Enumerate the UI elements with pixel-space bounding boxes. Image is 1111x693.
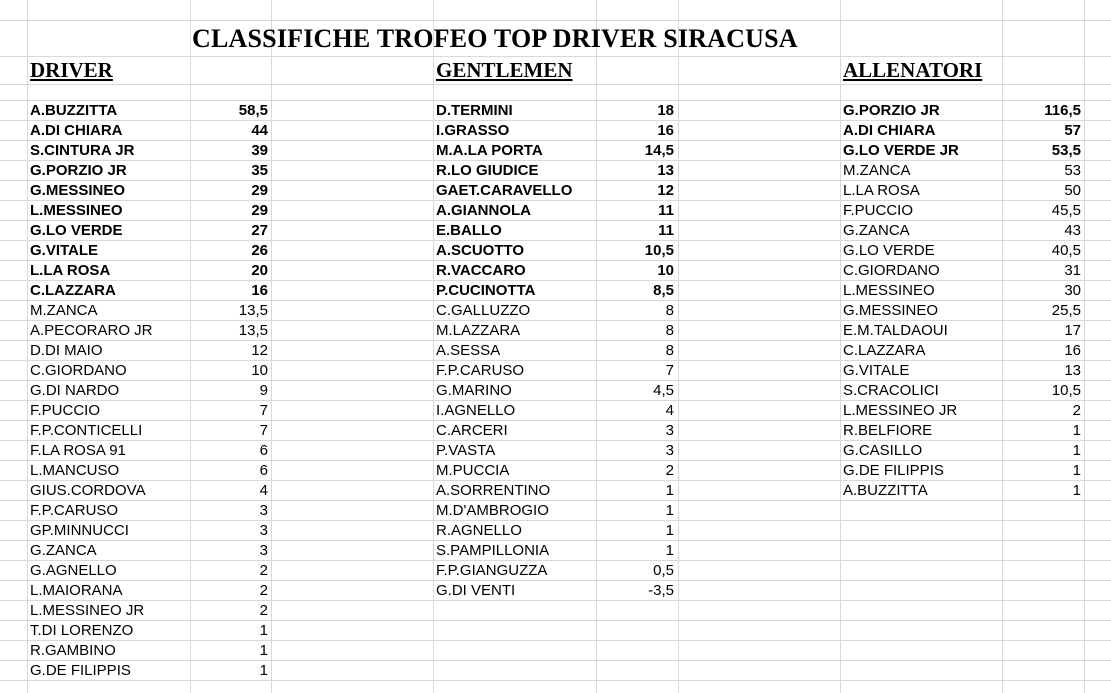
standing-name: A.DI CHIARA [843, 122, 936, 139]
standing-name: L.LA ROSA [843, 182, 920, 199]
standing-points: 53,5 [1051, 142, 1081, 159]
standing-points: 13,5 [238, 302, 268, 319]
standing-points: 1 [665, 542, 674, 559]
standing-points: 1 [1072, 462, 1081, 479]
standing-name: R.AGNELLO [436, 522, 522, 539]
standing-name: L.MESSINEO JR [843, 402, 958, 419]
standing-points: 3 [259, 502, 268, 519]
standing-points: 10 [251, 362, 268, 379]
standing-points: 0,5 [653, 562, 674, 579]
standing-points: 13,5 [238, 322, 268, 339]
standing-points: 1 [665, 502, 674, 519]
standing-name: C.GIORDANO [30, 362, 127, 379]
standing-points: 57 [1064, 122, 1081, 139]
standing-points: 1 [259, 642, 268, 659]
standing-name: F.P.CARUSO [30, 502, 119, 519]
standing-name: G.DI NARDO [30, 382, 120, 399]
standing-points: 3 [259, 542, 268, 559]
standing-name: G.PORZIO JR [30, 162, 127, 179]
section-heading: DRIVER [30, 58, 113, 82]
standing-points: 2 [665, 462, 674, 479]
standing-name: L.MESSINEO [30, 202, 123, 219]
standing-name: C.LAZZARA [843, 342, 926, 359]
standing-name: F.PUCCIO [843, 202, 914, 219]
standing-points: 53 [1064, 162, 1081, 179]
standing-points: 2 [259, 582, 268, 599]
standing-points: 16 [251, 282, 268, 299]
standing-name: R.LO GIUDICE [436, 162, 539, 179]
standing-points: 3 [665, 442, 674, 459]
standing-name: A.PECORARO JR [30, 322, 153, 339]
standing-name: P.VASTA [436, 442, 496, 459]
standing-name: E.BALLO [436, 222, 502, 239]
standing-points: 17 [1064, 322, 1081, 339]
standing-points: 1 [259, 662, 268, 679]
section-heading: ALLENATORI [843, 58, 983, 82]
standing-points: 13 [1064, 362, 1081, 379]
standing-points: 1 [1072, 442, 1081, 459]
standing-points: 50 [1064, 182, 1081, 199]
standing-points: 2 [1072, 402, 1081, 419]
standing-points: 31 [1064, 262, 1081, 279]
standing-name: G.PORZIO JR [843, 102, 940, 119]
standing-points: 12 [251, 342, 268, 359]
standing-name: T.DI LORENZO [30, 622, 134, 639]
standing-points: 6 [259, 462, 268, 479]
standing-name: G.AGNELLO [30, 562, 117, 579]
standing-points: 58,5 [238, 102, 268, 119]
standing-points: 3 [259, 522, 268, 539]
standing-name: I.AGNELLO [436, 402, 516, 419]
standing-points: 8,5 [653, 282, 674, 299]
page-title: CLASSIFICHE TROFEO TOP DRIVER SIRACUSA [192, 24, 798, 53]
standing-name: A.SCUOTTO [436, 242, 525, 259]
standing-name: L.MESSINEO JR [30, 602, 145, 619]
standing-name: L.MESSINEO [843, 282, 935, 299]
standing-points: 8 [665, 302, 674, 319]
standing-name: G.LO VERDE JR [843, 142, 959, 159]
standing-points: 1 [1072, 422, 1081, 439]
standing-points: 16 [1064, 342, 1081, 359]
standing-points: 1 [1072, 482, 1081, 499]
standing-points: 14,5 [644, 142, 674, 159]
standing-points: 39 [251, 142, 268, 159]
standing-name: R.GAMBINO [30, 642, 116, 659]
standing-name: R.BELFIORE [843, 422, 933, 439]
standing-name: P.CUCINOTTA [436, 282, 536, 299]
standing-points: 6 [259, 442, 268, 459]
standing-name: A.SESSA [436, 342, 501, 359]
standing-name: G.ZANCA [30, 542, 97, 559]
standing-points: 29 [251, 202, 268, 219]
standing-points: 27 [251, 222, 268, 239]
standing-name: A.DI CHIARA [30, 122, 123, 139]
standing-name: G.MARINO [436, 382, 512, 399]
standing-points: 44 [251, 122, 268, 139]
standing-name: M.ZANCA [30, 302, 98, 319]
standing-name: G.LO VERDE [843, 242, 935, 259]
standing-points: 7 [665, 362, 674, 379]
standing-points: 4 [665, 402, 674, 419]
standing-points: 25,5 [1051, 302, 1081, 319]
standing-name: F.P.GIANGUZZA [436, 562, 548, 579]
standing-name: L.MANCUSO [30, 462, 120, 479]
standing-points: 10,5 [1051, 382, 1081, 399]
standing-name: G.LO VERDE [30, 222, 123, 239]
standing-points: -3,5 [648, 582, 674, 599]
standing-points: 10,5 [644, 242, 674, 259]
standing-points: 116,5 [1044, 102, 1081, 119]
standing-points: 1 [665, 522, 674, 539]
standing-name: G.ZANCA [843, 222, 910, 239]
standing-points: 4 [259, 482, 268, 499]
standing-points: 26 [251, 242, 268, 259]
standing-name: F.LA ROSA 91 [30, 442, 126, 459]
standing-points: 2 [259, 562, 268, 579]
standing-points: 9 [259, 382, 268, 399]
standing-name: A.BUZZITTA [843, 482, 928, 499]
standing-name: L.LA ROSA [30, 262, 111, 279]
standing-name: S.PAMPILLONIA [436, 542, 550, 559]
standing-name: A.SORRENTINO [436, 482, 551, 499]
section-heading: GENTLEMEN [436, 58, 573, 82]
standing-points: 3 [665, 422, 674, 439]
standing-name: C.GALLUZZO [436, 302, 531, 319]
standing-name: G.MESSINEO [843, 302, 939, 319]
standing-points: 8 [665, 342, 674, 359]
standing-points: 20 [251, 262, 268, 279]
standing-points: 4,5 [653, 382, 674, 399]
standing-points: 12 [657, 182, 674, 199]
standing-points: 29 [251, 182, 268, 199]
standing-points: 16 [657, 122, 674, 139]
standing-points: 7 [259, 402, 268, 419]
standing-name: D.DI MAIO [30, 342, 103, 359]
standing-name: G.MESSINEO [30, 182, 126, 199]
standing-points: 10 [657, 262, 674, 279]
standing-points: 30 [1064, 282, 1081, 299]
standing-name: G.CASILLO [843, 442, 923, 459]
standing-name: M.PUCCIA [436, 462, 510, 479]
standing-name: M.ZANCA [843, 162, 911, 179]
standing-name: F.P.CONTICELLI [30, 422, 143, 439]
standing-name: C.GIORDANO [843, 262, 940, 279]
standing-name: S.CINTURA JR [30, 142, 135, 159]
standing-name: G.VITALE [843, 362, 910, 379]
standing-name: E.M.TALDAOUI [843, 322, 948, 339]
standing-name: M.LAZZARA [436, 322, 521, 339]
standing-points: 13 [657, 162, 674, 179]
standing-name: I.GRASSO [436, 122, 510, 139]
standing-name: D.TERMINI [436, 102, 513, 119]
standing-name: C.ARCERI [436, 422, 508, 439]
standing-points: 11 [658, 202, 674, 219]
standing-name: G.VITALE [30, 242, 99, 259]
standing-name: G.DI VENTI [436, 582, 516, 599]
standing-name: GIUS.CORDOVA [30, 482, 146, 499]
standing-points: 8 [665, 322, 674, 339]
standing-name: A.GIANNOLA [436, 202, 531, 219]
standing-name: C.LAZZARA [30, 282, 116, 299]
standing-name: G.DE FILIPPIS [843, 462, 944, 479]
standing-points: 18 [657, 102, 674, 119]
standing-points: 1 [665, 482, 674, 499]
standing-name: M.D'AMBROGIO [436, 502, 549, 519]
standing-points: 1 [259, 622, 268, 639]
standing-name: R.VACCARO [436, 262, 526, 279]
standing-name: GAET.CARAVELLO [436, 182, 573, 199]
standing-points: 7 [259, 422, 268, 439]
standing-name: G.DE FILIPPIS [30, 662, 131, 679]
standing-points: 45,5 [1051, 202, 1081, 219]
standing-name: F.P.CARUSO [436, 362, 525, 379]
standing-name: F.PUCCIO [30, 402, 101, 419]
standing-name: GP.MINNUCCI [30, 522, 129, 539]
standing-name: M.A.LA PORTA [436, 142, 543, 159]
standing-points: 11 [658, 222, 674, 239]
standing-points: 40,5 [1051, 242, 1081, 259]
standing-name: L.MAIORANA [30, 582, 123, 599]
standing-points: 2 [259, 602, 268, 619]
standing-points: 35 [251, 162, 268, 179]
standing-name: S.CRACOLICI [843, 382, 939, 399]
standing-points: 43 [1064, 222, 1081, 239]
standing-name: A.BUZZITTA [30, 102, 118, 119]
